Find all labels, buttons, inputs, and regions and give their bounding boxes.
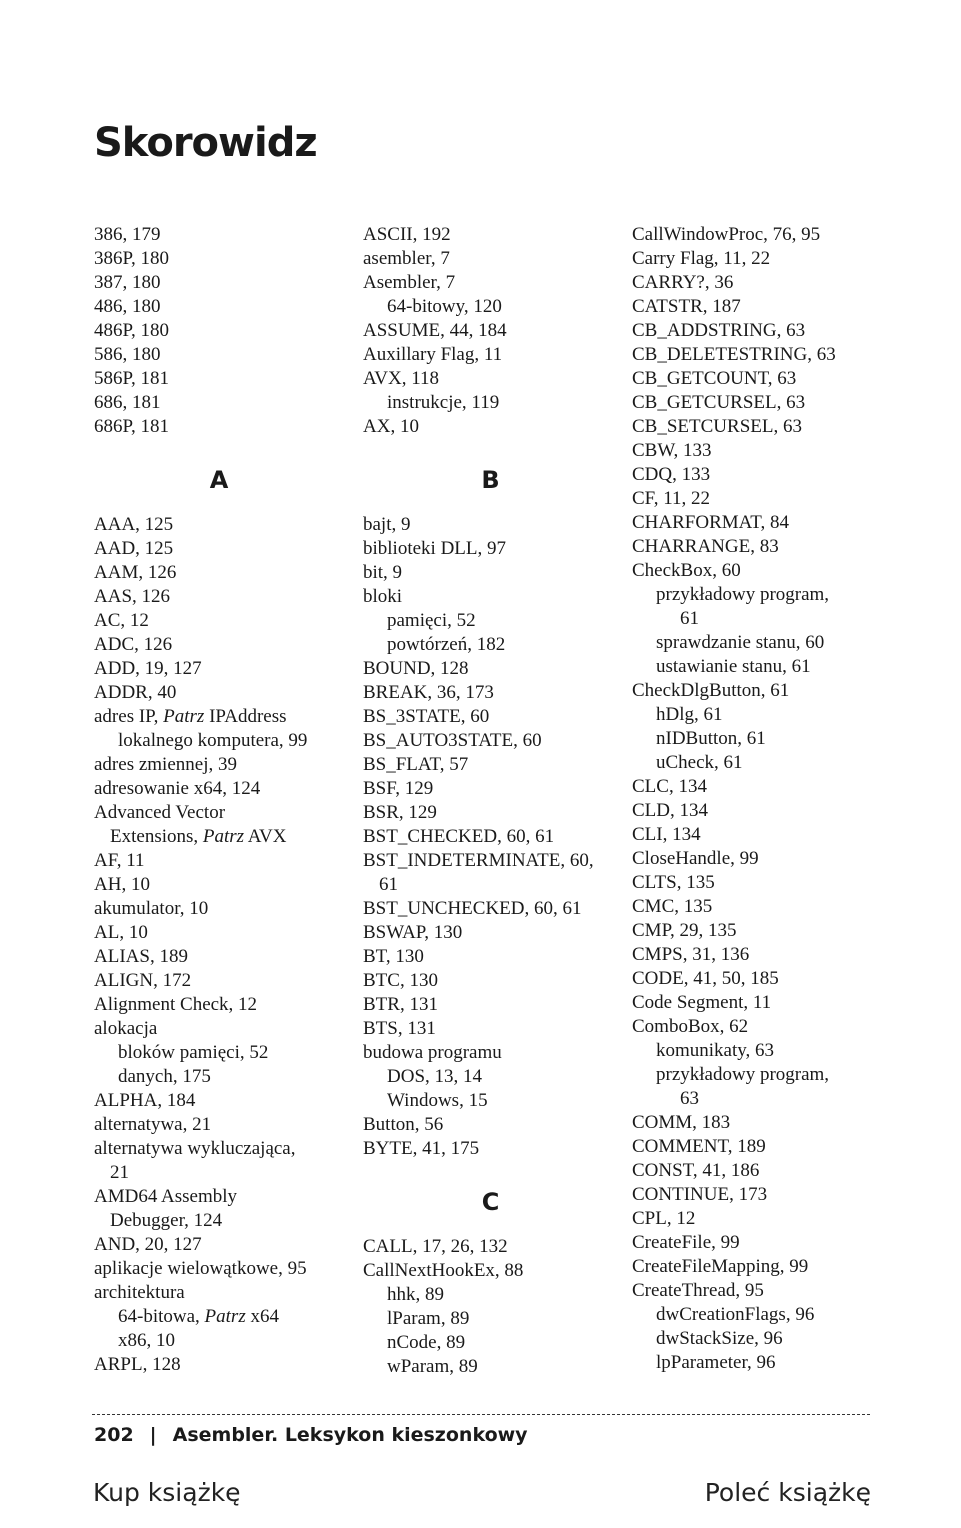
index-entry: 586P, 181: [94, 368, 169, 389]
index-entry: architektura: [94, 1282, 185, 1303]
index-entry: ALPHA, 184: [94, 1090, 196, 1111]
index-entry: adresowanie x64, 124: [94, 778, 261, 799]
footer-separator: |: [149, 1424, 157, 1446]
index-entry: CheckBox, 60: [632, 560, 741, 581]
index-subentry: x86, 10: [118, 1330, 175, 1351]
entry-text: adres IP,: [94, 706, 164, 727]
index-entry: ComboBox, 62: [632, 1016, 749, 1037]
index-column-1: [94, 223, 344, 1377]
index-entry: ALIAS, 189: [94, 946, 188, 967]
index-entry: BSF, 129: [363, 778, 434, 799]
index-entry: AVX, 118: [363, 368, 440, 389]
index-entry: 686P, 181: [94, 416, 169, 437]
index-entry: CMP, 29, 135: [632, 920, 737, 941]
index-subentry: lParam, 89: [387, 1308, 470, 1329]
index-entry: COMM, 183: [632, 1112, 731, 1133]
index-entry: ADD, 19, 127: [94, 658, 202, 679]
index-subentry: [94, 1305, 344, 1329]
index-entry: AND, 20, 127: [94, 1234, 202, 1255]
index-entry: akumulator, 10: [94, 898, 209, 919]
index-entry: CloseHandle, 99: [632, 848, 759, 869]
index-column-2: [363, 223, 618, 1379]
index-entry: budowa programu: [363, 1042, 502, 1063]
index-entry: CLTS, 135: [632, 872, 715, 893]
index-subentry: danych, 175: [118, 1066, 211, 1087]
index-entry: BS_FLAT, 57: [363, 754, 469, 775]
index-entry: COMMENT, 189: [632, 1136, 766, 1157]
index-entry: Alignment Check, 12: [94, 994, 258, 1015]
index-entry: CreateFileMapping, 99: [632, 1256, 809, 1277]
index-entry-continuation: [94, 825, 344, 849]
index-subentry: dwStackSize, 96: [656, 1328, 783, 1349]
index-subentry: komunikaty, 63: [656, 1040, 775, 1061]
index-entry: AAS, 126: [94, 586, 171, 607]
index-entry: CBW, 133: [632, 440, 712, 461]
index-subentry: powtórzeń, 182: [387, 634, 506, 655]
index-entry: AC, 12: [94, 610, 149, 631]
index-entry: 386, 179: [94, 224, 161, 245]
index-entry: BS_AUTO3STATE, 60: [363, 730, 542, 751]
index-entry: 386P, 180: [94, 248, 169, 269]
index-entry: CF, 11, 22: [632, 488, 711, 509]
index-entry: CHARRANGE, 83: [632, 536, 779, 557]
index-subentry: Windows, 15: [387, 1090, 488, 1111]
index-entry-continuation: 21: [110, 1162, 129, 1183]
index-entry: [94, 705, 344, 729]
index-entry: CALL, 17, 26, 132: [363, 1236, 508, 1257]
page-footer: [94, 1424, 528, 1446]
index-entry: BST_UNCHECKED, 60, 61: [363, 898, 582, 919]
index-subentry: hhk, 89: [387, 1284, 444, 1305]
see-reference: Patrz: [163, 706, 205, 727]
index-entry: Button, 56: [363, 1114, 444, 1135]
see-reference: Patrz: [202, 826, 245, 847]
index-entry: AAA, 125: [94, 514, 174, 535]
index-entry: ALIGN, 172: [94, 970, 192, 991]
index-entry: Advanced Vector: [94, 802, 226, 823]
index-entry: BST_INDETERMINATE, 60,: [363, 850, 594, 871]
page-number: 202: [94, 1424, 134, 1446]
index-entry: 586, 180: [94, 344, 161, 365]
index-entry: 686, 181: [94, 392, 161, 413]
index-entry: BREAK, 36, 173: [363, 682, 494, 703]
section-letter-a: A: [209, 466, 229, 494]
index-subentry: ustawianie stanu, 61: [656, 656, 811, 677]
footer-divider: [92, 1414, 870, 1415]
index-entry: 387, 180: [94, 272, 161, 293]
index-entry: AAD, 125: [94, 538, 174, 559]
index-entry: bloki: [363, 586, 403, 607]
index-entry: 486, 180: [94, 296, 161, 317]
index-entry: ASCII, 192: [363, 224, 451, 245]
index-entry: BSR, 129: [363, 802, 437, 823]
index-subentry: wParam, 89: [387, 1356, 478, 1377]
index-entry: ADDR, 40: [94, 682, 177, 703]
index-entry: alternatywa wykluczająca,: [94, 1138, 296, 1159]
index-entry: CallNextHookEx, 88: [363, 1260, 524, 1281]
index-subentry: pamięci, 52: [387, 610, 476, 631]
index-entry: CB_DELETESTRING, 63: [632, 344, 836, 365]
section-letter-c: C: [481, 1188, 500, 1216]
index-entry: CONTINUE, 173: [632, 1184, 768, 1205]
see-target: IPAddress: [204, 706, 287, 727]
index-entry: CDQ, 133: [632, 464, 711, 485]
index-entry: CB_SETCURSEL, 63: [632, 416, 802, 437]
index-subentry: nCode, 89: [387, 1332, 466, 1353]
index-subentry: nIDButton, 61: [656, 728, 766, 749]
index-subentry: dwCreationFlags, 96: [656, 1304, 815, 1325]
index-entry: BTR, 131: [363, 994, 438, 1015]
index-entry: CB_GETCOUNT, 63: [632, 368, 797, 389]
index-subentry: przykładowy program,: [656, 584, 830, 605]
recommend-book-link[interactable]: Poleć książkę: [704, 1478, 871, 1507]
index-entry: 486P, 180: [94, 320, 169, 341]
index-subentry: instrukcje, 119: [387, 392, 500, 413]
see-target: AVX: [244, 826, 287, 847]
index-column-3: [632, 223, 892, 1375]
index-entry: AF, 11: [94, 850, 145, 871]
index-entry: alternatywa, 21: [94, 1114, 212, 1135]
index-entry: CLC, 134: [632, 776, 707, 797]
page-title: Skorowidz: [94, 120, 317, 166]
index-entry: CB_ADDSTRING, 63: [632, 320, 806, 341]
index-entry: AX, 10: [363, 416, 419, 437]
index-subentry-continuation: 63: [680, 1088, 699, 1109]
index-entry: BTS, 131: [363, 1018, 436, 1039]
entry-text: Extensions,: [110, 826, 203, 847]
index-subentry: sprawdzanie stanu, 60: [656, 632, 825, 653]
index-entry: CONST, 41, 186: [632, 1160, 760, 1181]
index-entry: CreateFile, 99: [632, 1232, 740, 1253]
index-entry: Carry Flag, 11, 22: [632, 248, 771, 269]
buy-book-link[interactable]: Kup książkę: [93, 1478, 241, 1507]
index-entry-continuation: Debugger, 124: [110, 1210, 223, 1231]
index-entry: biblioteki DLL, 97: [363, 538, 507, 559]
index-subentry: przykładowy program,: [656, 1064, 830, 1085]
index-subentry: lokalnego komputera, 99: [118, 730, 308, 751]
index-subentry: hDlg, 61: [656, 704, 723, 725]
index-entry: bit, 9: [363, 562, 403, 583]
index-subentry: bloków pamięci, 52: [118, 1042, 269, 1063]
index-entry: Auxillary Flag, 11: [363, 344, 503, 365]
index-entry: adres zmiennej, 39: [94, 754, 237, 775]
index-subentry: uCheck, 61: [656, 752, 743, 773]
index-entry: ASSUME, 44, 184: [363, 320, 507, 341]
index-entry: Code Segment, 11: [632, 992, 772, 1013]
index-entry: BSWAP, 130: [363, 922, 463, 943]
index-subentry: DOS, 13, 14: [387, 1066, 483, 1087]
index-entry: AAM, 126: [94, 562, 177, 583]
section-letter-b: B: [481, 466, 500, 494]
index-entry: alokacja: [94, 1018, 158, 1039]
see-reference: Patrz: [204, 1306, 246, 1327]
index-entry: CB_GETCURSEL, 63: [632, 392, 806, 413]
index-entry: asembler, 7: [363, 248, 450, 269]
index-entry: Asembler, 7: [363, 272, 456, 293]
index-entry: BOUND, 128: [363, 658, 469, 679]
index-subentry-continuation: 61: [680, 608, 699, 629]
index-entry: CMPS, 31, 136: [632, 944, 750, 965]
index-entry: CHARFORMAT, 84: [632, 512, 789, 533]
index-entry: CODE, 41, 50, 185: [632, 968, 779, 989]
index-entry: CheckDlgButton, 61: [632, 680, 790, 701]
index-entry: BST_CHECKED, 60, 61: [363, 826, 555, 847]
index-entry: BT, 130: [363, 946, 424, 967]
index-entry: CreateThread, 95: [632, 1280, 764, 1301]
index-entry: BS_3STATE, 60: [363, 706, 490, 727]
entry-text: 64-bitowa,: [118, 1306, 205, 1327]
index-entry: CLI, 134: [632, 824, 701, 845]
index-entry: AL, 10: [94, 922, 148, 943]
index-entry: AH, 10: [94, 874, 150, 895]
index-entry: ARPL, 128: [94, 1354, 181, 1375]
index-subentry: 64-bitowy, 120: [387, 296, 502, 317]
index-entry: CallWindowProc, 76, 95: [632, 224, 821, 245]
index-entry: CMC, 135: [632, 896, 713, 917]
index-entry: aplikacje wielowątkowe, 95: [94, 1258, 307, 1279]
index-entry: BTC, 130: [363, 970, 438, 991]
index-entry: CARRY?, 36: [632, 272, 734, 293]
book-title: Asembler. Leksykon kieszonkowy: [172, 1424, 528, 1446]
index-entry: CATSTR, 187: [632, 296, 741, 317]
index-subentry: lpParameter, 96: [656, 1352, 776, 1373]
index-entry: CLD, 134: [632, 800, 708, 821]
index-entry-continuation: 61: [379, 874, 398, 895]
index-entry: bajt, 9: [363, 514, 411, 535]
index-entry: BYTE, 41, 175: [363, 1138, 480, 1159]
index-entry: AMD64 Assembly: [94, 1186, 238, 1207]
index-entry: CPL, 12: [632, 1208, 696, 1229]
see-target: x64: [245, 1306, 279, 1327]
index-entry: ADC, 126: [94, 634, 173, 655]
